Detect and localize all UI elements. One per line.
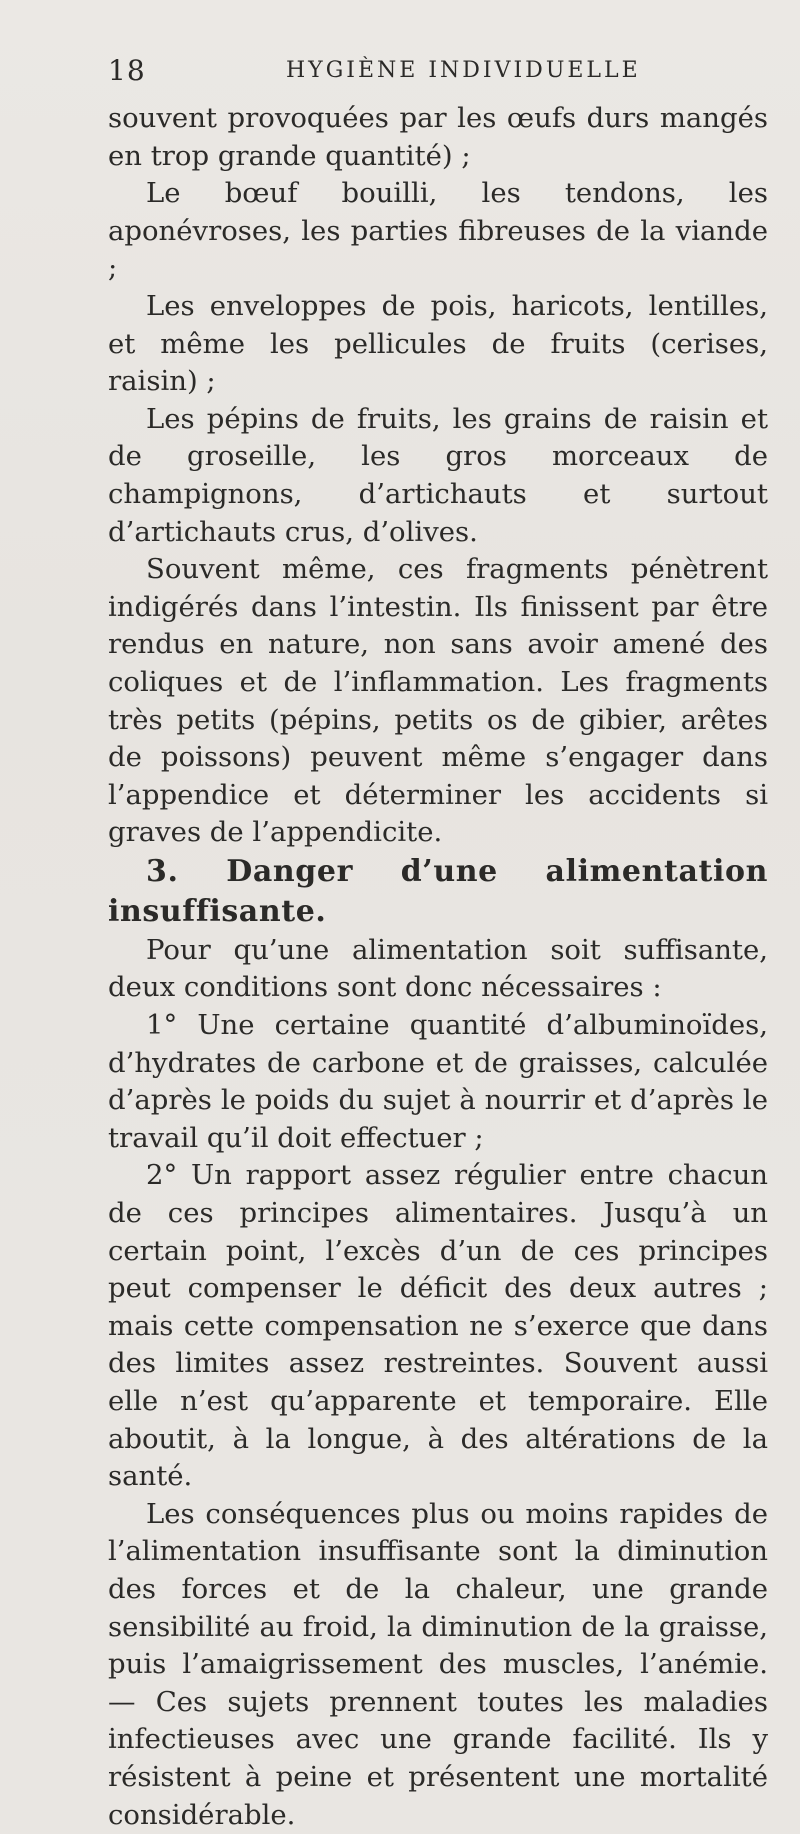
- paragraph: 1° Une certaine quantité d’albuminoïdes, d’hydrates de carbone et de graisses, calculée d’après le poids du sujet à nourrir et d’après le travail qu’il doit effectuer ;: [108, 1009, 768, 1154]
- paragraph: Souvent même, ces fragments pénètrent indigérés dans l’intestin. Ils finissent par être rendus en nature, non sans avoir amené des coliques et de l’inflammation. Les fragments très petits (pépins, petits os de gibier, arêtes de poissons) peuvent même s’engager dans l’appendice et déterminer les accidents si graves de l’appendicite.: [108, 553, 768, 849]
- page-number: 18: [108, 54, 146, 87]
- page-body: [108, 100, 768, 1834]
- paragraph: Pour qu’une alimentation soit suffisante, deux conditions sont donc nécessaires :: [108, 933, 768, 1004]
- section-heading: 3. Danger d’une alimentation insuffisante.: [108, 853, 768, 929]
- running-head: HYGIÈNE INDIVIDUELLE: [286, 58, 641, 83]
- paragraph: Les conséquences plus ou moins rapides de l’alimentation insuffisante sont la diminution des forces et de la chaleur, une grande sensibilité au froid, la diminution de la graisse, puis l’amaigrissement des muscles, l’anémie. — Ces sujets prennent toutes les maladies infectieuses avec une grande facilité. Ils y résistent à peine et présentent une mortalité considérable.: [108, 1497, 768, 1831]
- paragraph: Les pépins de fruits, les grains de raisin et de groseille, les gros morceaux de champignons, d’artichauts et surtout d’artichauts crus, d’olives.: [108, 402, 768, 548]
- paragraph: Le bœuf bouilli, les tendons, les aponévroses, les parties fibreuses de la viande ;: [108, 177, 768, 285]
- paragraph: souvent provoquées par les œufs durs mangés en trop grande quantité) ;: [108, 102, 768, 172]
- paragraph: 2° Un rapport assez régulier entre chacun de ces principes alimentaires. Jusqu’à un certain point, l’excès d’un de ces principes peut compenser le déficit des deux autres ; mais cette compensation ne s’exerce que dans des limites assez restreintes. Souvent aussi elle n’est qu’apparente et temporaire. Elle aboutit, à la longue, à des altérations de la santé.: [108, 1159, 768, 1493]
- paragraph: Les enveloppes de pois, haricots, lentilles, et même les pellicules de fruits (cerises, raisin) ;: [108, 289, 768, 398]
- page-header: [108, 54, 740, 94]
